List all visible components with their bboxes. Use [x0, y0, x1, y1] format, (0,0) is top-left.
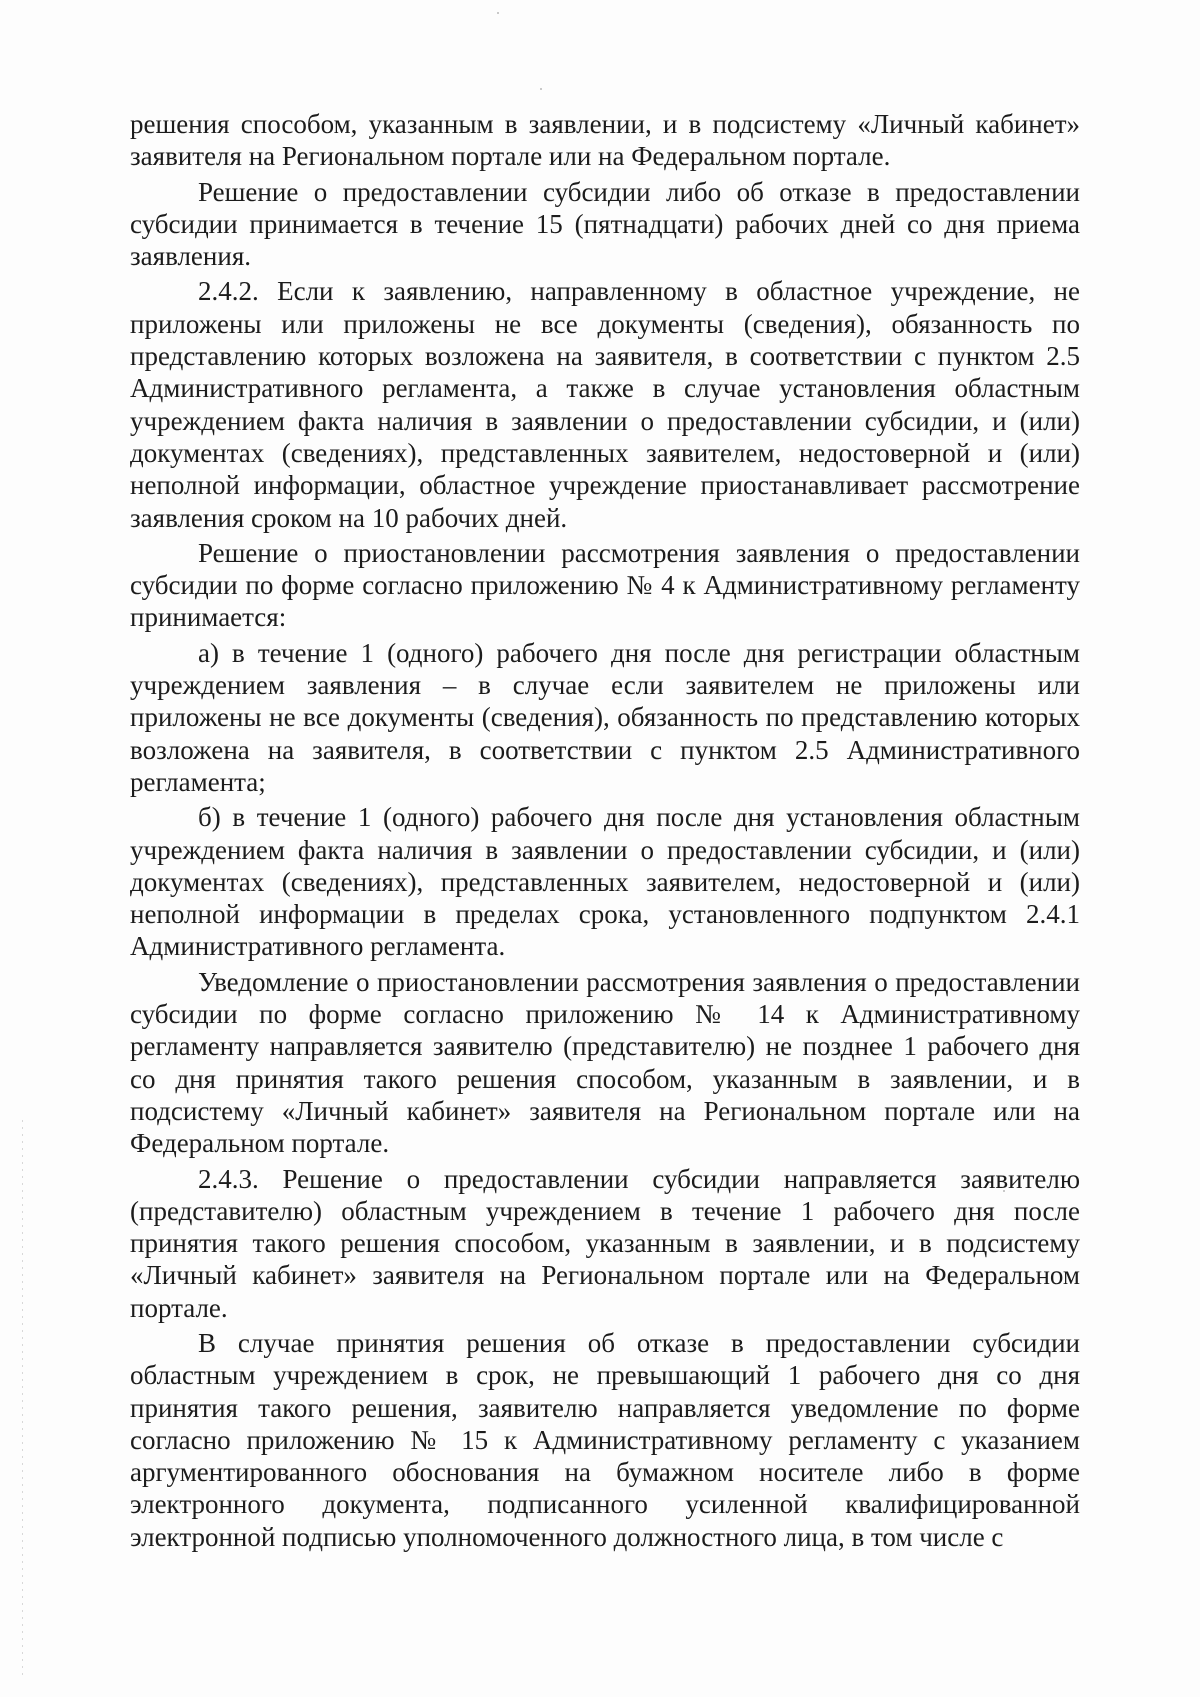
scan-speck	[540, 88, 542, 90]
paragraph-2-4-2: 2.4.2. Если к заявлению, направленному в областное учреждение, не приложены или приложены не все документы (сведения), обязанность по представлению которых возложена на заявителя, в соответствии с пунктом 2.5 Административного регламента, а также в случае установления областным учреждением факта наличия в заявлении о предоставлении субсидии, и (или) документах (сведениях), представленных заявителем, недостоверной и (или) неполной информации, областное учреждение приостанавливает рассмотрение заявления сроком на 10 рабочих дней.	[130, 276, 1080, 533]
paragraph-refusal: В случае принятия решения об отказе в предоставлении субсидии областным учреждением в срок, не превышающий 1 рабочего дня со дня принятия такого решения, заявителю направляется уведомление по форме согласно приложению № 15 к Административному регламенту с указанием аргументированного обоснования на бумажном носителе либо в форме электронного документа, подписанного усиленной квалифицированной электронной подписью уполномоченного должностного лица, в том числе с	[130, 1327, 1080, 1552]
paragraph-continuation: решения способом, указанным в заявлении, и в подсистему «Личный кабинет» заявителя на Региональном портале или на Федеральном портале.	[130, 109, 1080, 172]
paragraph-suspension-decision: Решение о приостановлении рассмотрения заявления о предоставлении субсидии по форме согласно приложению № 4 к Административному регламенту принимается:	[130, 537, 1080, 633]
scan-edge-artifact	[22, 1120, 23, 1680]
scan-speck	[497, 12, 499, 14]
paragraph-suspension-notice: Уведомление о приостановлении рассмотрения заявления о предоставлении субсидии по форме согласно приложению № 14 к Административному регламенту направляется заявителю (представителю) не позднее 1 рабочего дня со дня принятия такого решения способом, указанным в заявлении, и в подсистему «Личный кабинет» заявителя на Региональном портале или на Федеральном портале.	[130, 966, 1080, 1159]
paragraph-2-4-3: 2.4.3. Решение о предоставлении субсидии направляется заявителю (представителю) областным учреждением в течение 1 рабочего дня после принятия такого решения способом, указанным в заявлении, и в подсистему «Личный кабинет» заявителя на Региональном портале или на Федеральном портале.	[130, 1163, 1080, 1323]
paragraph-item-a: а) в течение 1 (одного) рабочего дня после дня регистрации областным учреждением заявления – в случае если заявителем не приложены или приложены не все документы (сведения), обязанность по представлению которых возложена на заявителя, в соответствии с пунктом 2.5 Административного регламента;	[130, 637, 1080, 797]
paragraph-decision-term: Решение о предоставлении субсидии либо об отказе в предоставлении субсидии принимается в течение 15 (пятнадцати) рабочих дней со дня приема заявления.	[130, 176, 1080, 272]
paragraph-item-b: б) в течение 1 (одного) рабочего дня после дня установления областным учреждением факта наличия в заявлении о предоставлении субсидии, и (или) документах (сведениях), представленных заявителем, недостоверной и (или) неполной информации в пределах срока, установленного подпунктом 2.4.1 Административного регламента.	[130, 802, 1080, 962]
document-body	[130, 108, 1080, 1556]
